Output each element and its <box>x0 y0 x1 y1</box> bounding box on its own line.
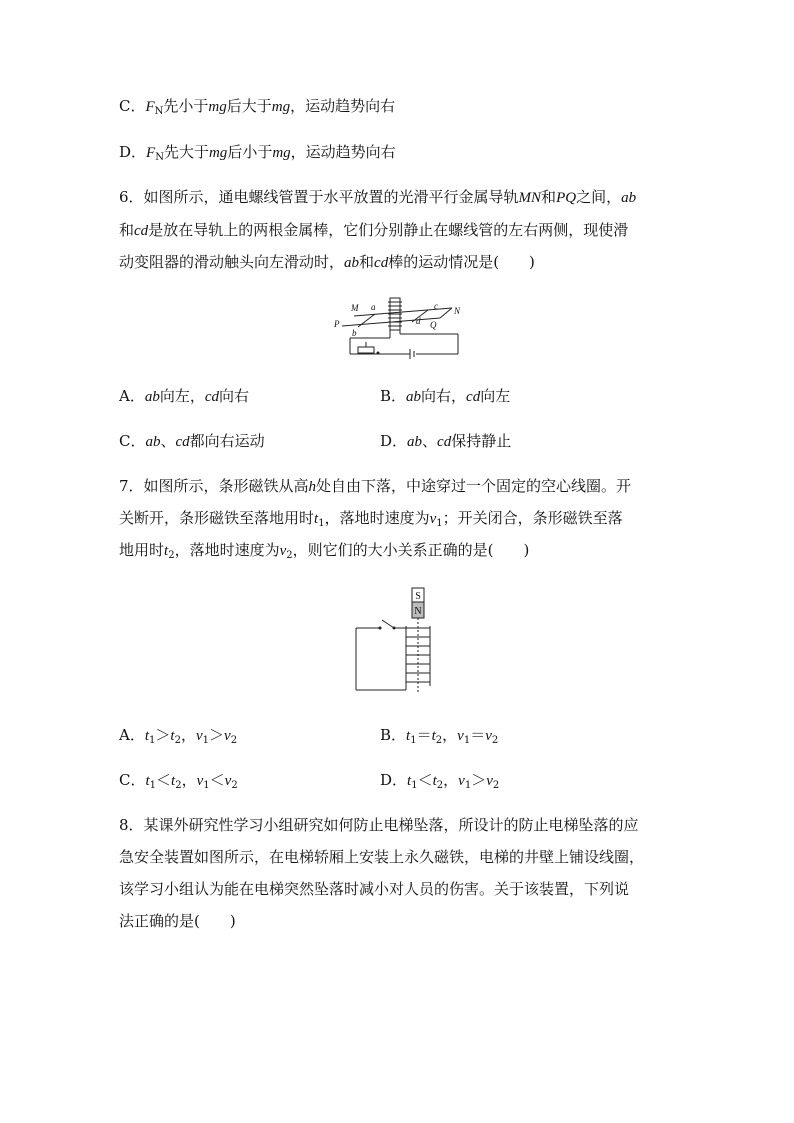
svg-text:Q: Q <box>430 320 437 330</box>
q6-stem-line-1: 6．如图所示，通电螺线管置于水平放置的光滑平行金属导轨MN和PQ之间，ab <box>119 188 637 206</box>
q7-option-d: D．$t_1<t_2$，$v_1>v_2$ <box>380 771 500 791</box>
svg-text:d: d <box>416 316 421 326</box>
q6-option-c: C．ab、cd都向右运动 <box>119 432 265 450</box>
q6-option-b: B．ab向右，cd向左 <box>380 387 511 405</box>
q8-stem-line-2: 急安全装置如图所示，在电梯轿厢上安装上永久磁铁，电梯的井壁上铺设线圈， <box>119 848 645 866</box>
svg-text:b: b <box>352 328 357 338</box>
q7-stem-line-1: 7．如图所示，条形磁铁从高h处自由下落，中途穿过一个固定的空心线圈。开 <box>119 477 632 495</box>
q7-stem-line-2: 关断开，条形磁铁至落地用时$t_1$，落地时速度为$v_1$；开关闭合，条形磁铁至落 <box>119 509 623 529</box>
q8-stem-line-4: 法正确的是( ) <box>119 912 236 930</box>
svg-text:c: c <box>434 301 438 311</box>
q5-option-d: D．$F_N$先大于mg后小于mg，运动趋势向右 <box>119 143 396 163</box>
q7-option-b: B．$t_1=t_2$，$v_1=v_2$ <box>380 726 499 746</box>
q8-stem-line-3: 该学习小组认为能在电梯突然坠落时减小对人员的伤害。关于该装置，下列说 <box>119 880 630 898</box>
svg-text:M: M <box>351 303 359 313</box>
q6-option-d: D．ab、cd保持静止 <box>380 432 512 450</box>
q6-solenoid-rails-figure <box>330 294 465 362</box>
q6-stem-line-2: 和cd是放在导轨上的两根金属棒，它们分别静止在螺线管的左右两侧，现使滑 <box>119 221 629 239</box>
svg-text:N: N <box>414 606 422 617</box>
q7-option-c: C．$t_1<t_2$，$v_1<v_2$ <box>119 771 238 791</box>
q7-option-a: A．$t_1>t_2$，$v_1>v_2$ <box>119 726 238 746</box>
svg-text:S: S <box>415 591 421 602</box>
svg-text:a: a <box>371 302 376 312</box>
q8-stem-line-1: 8．某课外研究性学习小组研究如何防止电梯坠落，所设计的防止电梯坠落的应 <box>119 816 639 834</box>
q7-stem-line-3: 地用时$t_2$，落地时速度为$v_2$，则它们的大小关系正确的是( ) <box>119 541 530 561</box>
q7-magnet-coil-figure <box>350 586 440 696</box>
coil-windings <box>406 628 430 682</box>
q6-stem-line-3: 动变阻器的滑动触头向左滑动时，ab和cd棒的运动情况是( ) <box>119 253 535 271</box>
q6-option-a: A．ab向左，cd向右 <box>119 387 250 405</box>
q5-option-c: C．$F_N$先小于mg后大于mg，运动趋势向右 <box>119 97 396 117</box>
rheostat <box>358 347 374 353</box>
svg-text:P: P <box>334 319 340 329</box>
svg-text:N: N <box>454 306 461 316</box>
switch <box>382 620 394 628</box>
